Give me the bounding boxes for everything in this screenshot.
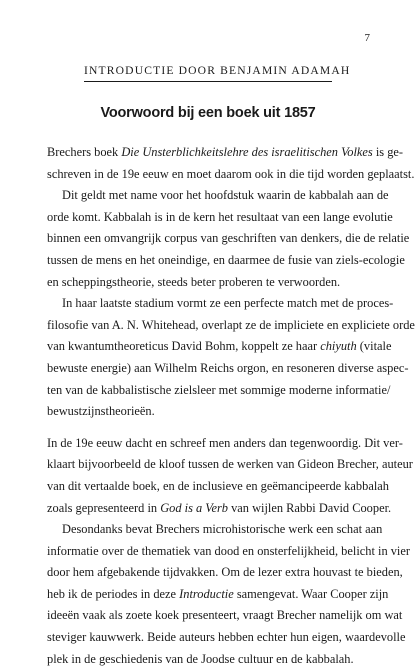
text-span: Brechers boek [47, 145, 122, 159]
italic-term: chiyuth [320, 339, 357, 354]
text-line: binnen een omvangrijk corpus van geschriften van denkers, die de relatie [47, 231, 410, 246]
text-line: schreven in de 19e eeuw en moet daarom ook in die tijd worden geplaatst. [47, 166, 415, 181]
text-span: heb ik de periodes in deze [47, 586, 180, 601]
text-span: samengevat. Waar Cooper zijn [233, 586, 389, 601]
text-span: (vitale [356, 339, 392, 354]
text-span: zoals gepresenteerd in [47, 500, 161, 515]
text-line: Dit geldt met name voor het hoofdstuk waarin de kabbalah aan de [62, 188, 389, 203]
text-span: van wijlen Rabbi David Cooper. [228, 500, 392, 515]
paragraph-5 [47, 519, 410, 670]
book-title-italic: God is a Verb [160, 500, 228, 515]
body-text [47, 142, 415, 670]
text-span: van kwantumtheoreticus David Bohm, koppelt ze haar [47, 339, 321, 354]
text-line: filosofie van A. N. Whitehead, overlapt ze de impliciete en expliciete orde [47, 317, 415, 332]
text-line: bewustzijnstheorieën. [47, 404, 155, 419]
text-line: In haar laatste stadium vormt ze een perfecte match met de proces- [62, 296, 394, 311]
page-number: 7 [364, 32, 370, 44]
paragraph-4 [47, 433, 413, 519]
paragraph-1 [47, 142, 415, 185]
paragraph-3 [47, 293, 415, 423]
text-line: van dit vertaalde boek, en de inclusieve en geëmancipeerde kabbalah [47, 478, 389, 493]
text-line [47, 584, 389, 606]
text-line: klaart bijvoorbeeld de kloof tussen de werken van Gideon Brecher, auteur [47, 457, 413, 472]
italic-term: Introductie [179, 586, 234, 601]
text-line: ten van de kabbalistische zielsleer met sommige moderne informatie/ [47, 382, 391, 397]
text-line [47, 498, 392, 520]
text-line: bewuste energie) aan Wilhelm Reichs orgon, en resoneren diverse aspec- [47, 360, 409, 375]
book-title-italic: Die Unsterblichkeitslehre des israelitischen Volkes [121, 145, 373, 159]
chapter-title: Voorwoord bij een boek uit 1857 [100, 105, 316, 121]
text-span: is ge- [372, 145, 404, 159]
header-rule [84, 81, 332, 82]
text-line: ideeën vaak als zoete koek presenteert, vraagt Brecher namelijk om wat [47, 608, 403, 623]
text-line: tussen de mens en het oneindige, en daarmee de fusie van ziels-ecologie [47, 252, 405, 267]
paragraph-2 [47, 185, 410, 293]
text-line [47, 142, 404, 164]
text-line: en scheppingstheorie, steeds beter proberen te verwoorden. [47, 274, 341, 289]
section-gap [47, 423, 369, 433]
text-line: steviger kauwwerk. Beide auteurs hebben echter hun eigen, waardevolle [47, 630, 406, 645]
text-line: informatie over de thematiek van dood en onsterfelijkheid, belicht in vier [47, 543, 410, 558]
text-line: plek in de geschiedenis van de Joodse cultuur en de kabbalah. [47, 651, 354, 666]
running-head: INTRODUCTIE DOOR BENJAMIN ADAMAH [84, 64, 351, 77]
text-line: orde komt. Kabbalah is in de kern het resultaat van een lange evolutie [47, 209, 393, 224]
text-line [47, 336, 392, 358]
text-line: Desondanks bevat Brechers microhistorische werk een schat aan [62, 522, 383, 537]
text-line: In de 19e eeuw dacht en schreef men anders dan tegenwoordig. Dit ver- [47, 435, 403, 450]
text-line: door hem afgebakende tijdvakken. Om de lezer extra houvast te bieden, [47, 565, 403, 580]
